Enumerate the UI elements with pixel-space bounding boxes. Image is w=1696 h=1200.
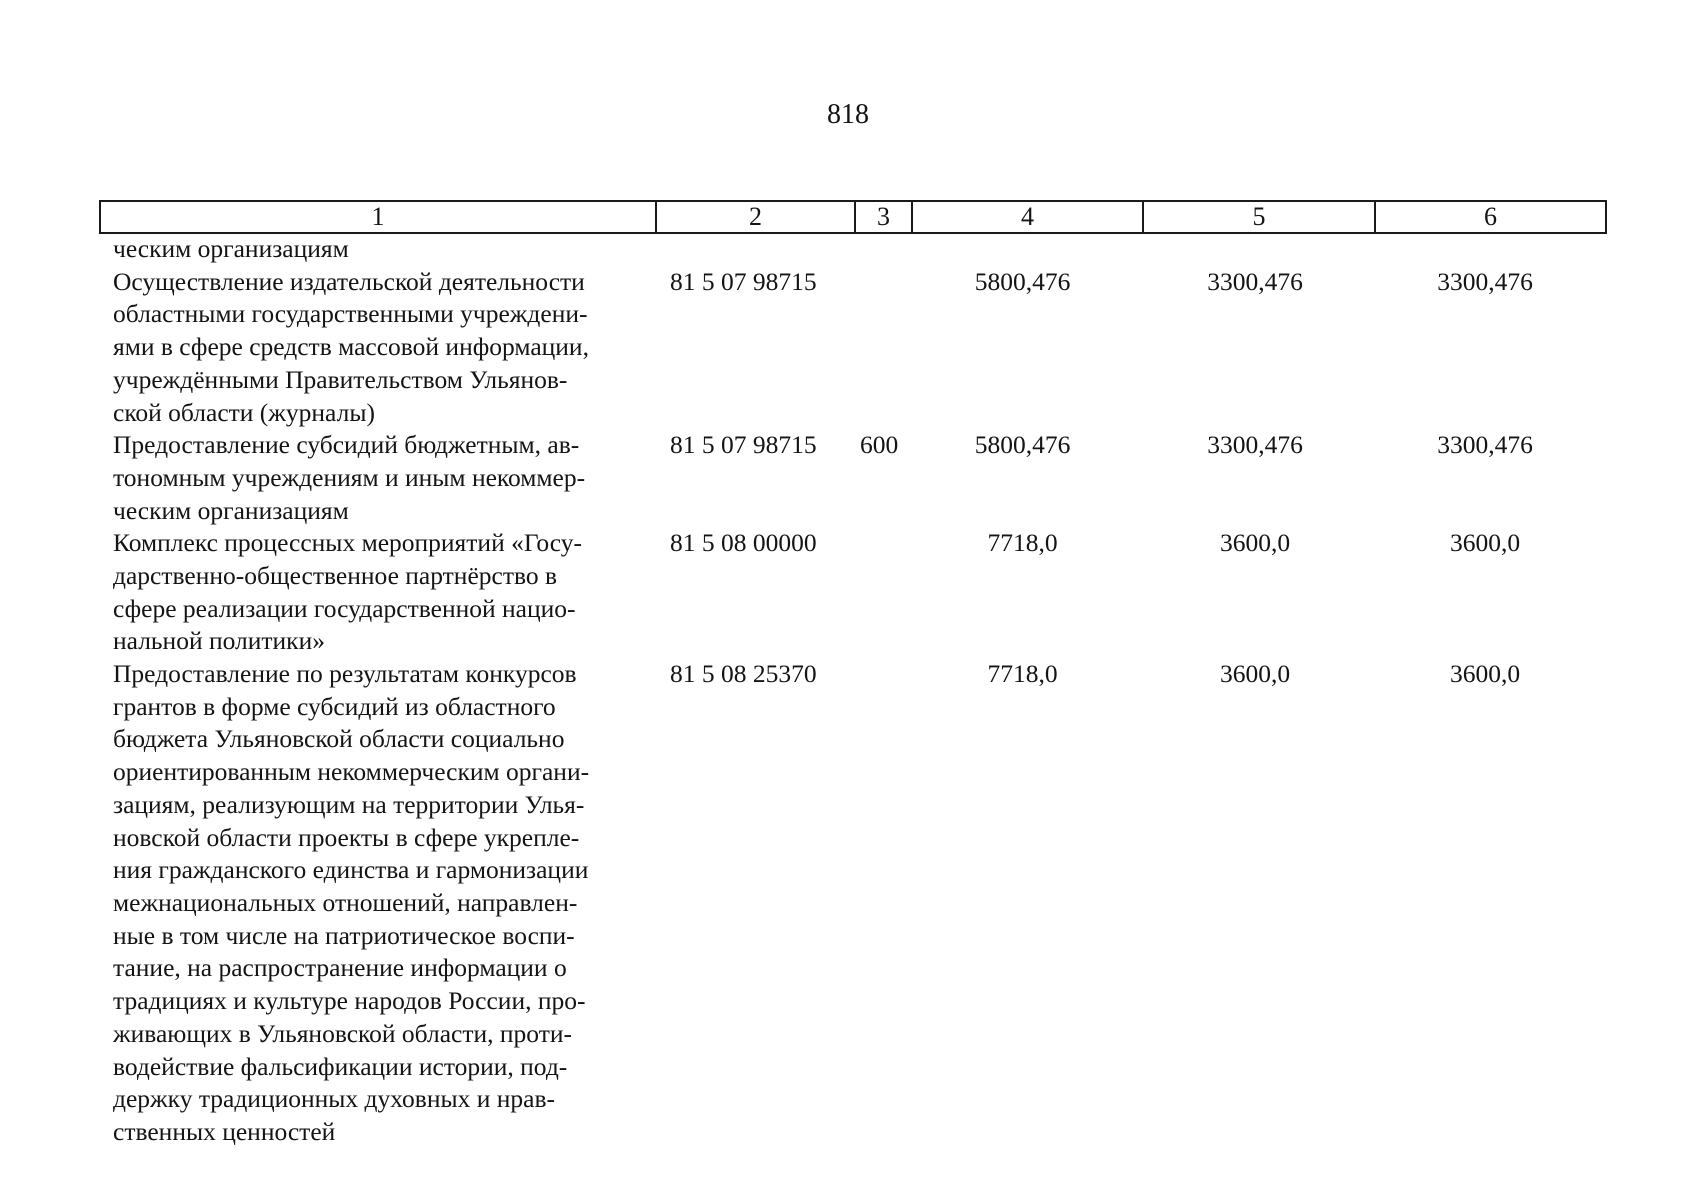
header-col-3: 3: [855, 201, 912, 233]
header-col-2: 2: [656, 201, 855, 233]
column-number-header: [99, 200, 1607, 234]
row-value-col6: 3300,476: [1437, 266, 1533, 296]
table-row: [0, 429, 1696, 527]
row-value-col6: 3300,476: [1437, 430, 1533, 460]
header-row: [100, 201, 1606, 233]
row-value-col6: 3600,0: [1449, 659, 1521, 689]
header-col-1: 1: [100, 201, 656, 233]
row-value-col5: 3600,0: [1219, 528, 1291, 558]
row-code: 81 5 08 25370: [670, 659, 817, 689]
row-description: Предоставление субсидий бюджетным, ав- тономным учреждениям и иным некоммер- ческим организациям: [113, 430, 586, 525]
row-value-col5: 3300,476: [1207, 430, 1303, 460]
row-value-col5: 3300,476: [1207, 266, 1303, 296]
page-number: 818: [827, 99, 869, 130]
row-expense-type: 600: [860, 430, 899, 460]
row-description: Осуществление издательской деятельности областными государственными учреждени- ями в сфере средств массовой информации, учреждёнными Правительством Ульянов- ской области (журналы): [113, 266, 589, 427]
budget-table-body: [0, 233, 1696, 1148]
row-value-col6: 3600,0: [1449, 528, 1521, 558]
row-value-col4: 7718,0: [987, 528, 1058, 558]
table-row: [0, 527, 1696, 658]
row-code: 81 5 07 98715: [670, 266, 817, 296]
header-col-5: 5: [1143, 201, 1375, 233]
row-description: ческим организациям: [113, 234, 349, 263]
table-row: [0, 266, 1696, 430]
row-value-col4: 5800,476: [974, 266, 1071, 296]
row-description: Комплекс процессных мероприятий «Госу- дарственно-общественное партнёрство в сфере реализации государственной нацио- нальной политики»: [113, 528, 582, 656]
row-code: 81 5 08 00000: [670, 528, 817, 558]
row-value-col5: 3600,0: [1219, 659, 1291, 689]
header-col-6: 6: [1375, 201, 1606, 233]
row-description: Предоставление по результатам конкурсов грантов в форме субсидий из областного бюджета Ульяновской области социально ориентированным некоммерческим органи- зациям, реализующим на территории Улья- новской области проекты в сфере укрепле- ния гражданского единства и гармонизации межнациональных отношений, направлен- ные в том числе на патриотическое воспи- тание, на распространение информации о традициях и культуре народов России, про- живающих в Ульяновской области, проти- водействие фальсификации истории, под- держку традиционных духовных и нрав- ственных ценностей: [113, 659, 590, 1146]
header-col-4: 4: [912, 201, 1143, 233]
row-value-col4: 5800,476: [974, 430, 1071, 460]
table-row: [0, 233, 1696, 266]
row-code: 81 5 07 98715: [670, 430, 817, 460]
table-row: [0, 658, 1696, 1148]
row-value-col4: 7718,0: [987, 659, 1058, 689]
